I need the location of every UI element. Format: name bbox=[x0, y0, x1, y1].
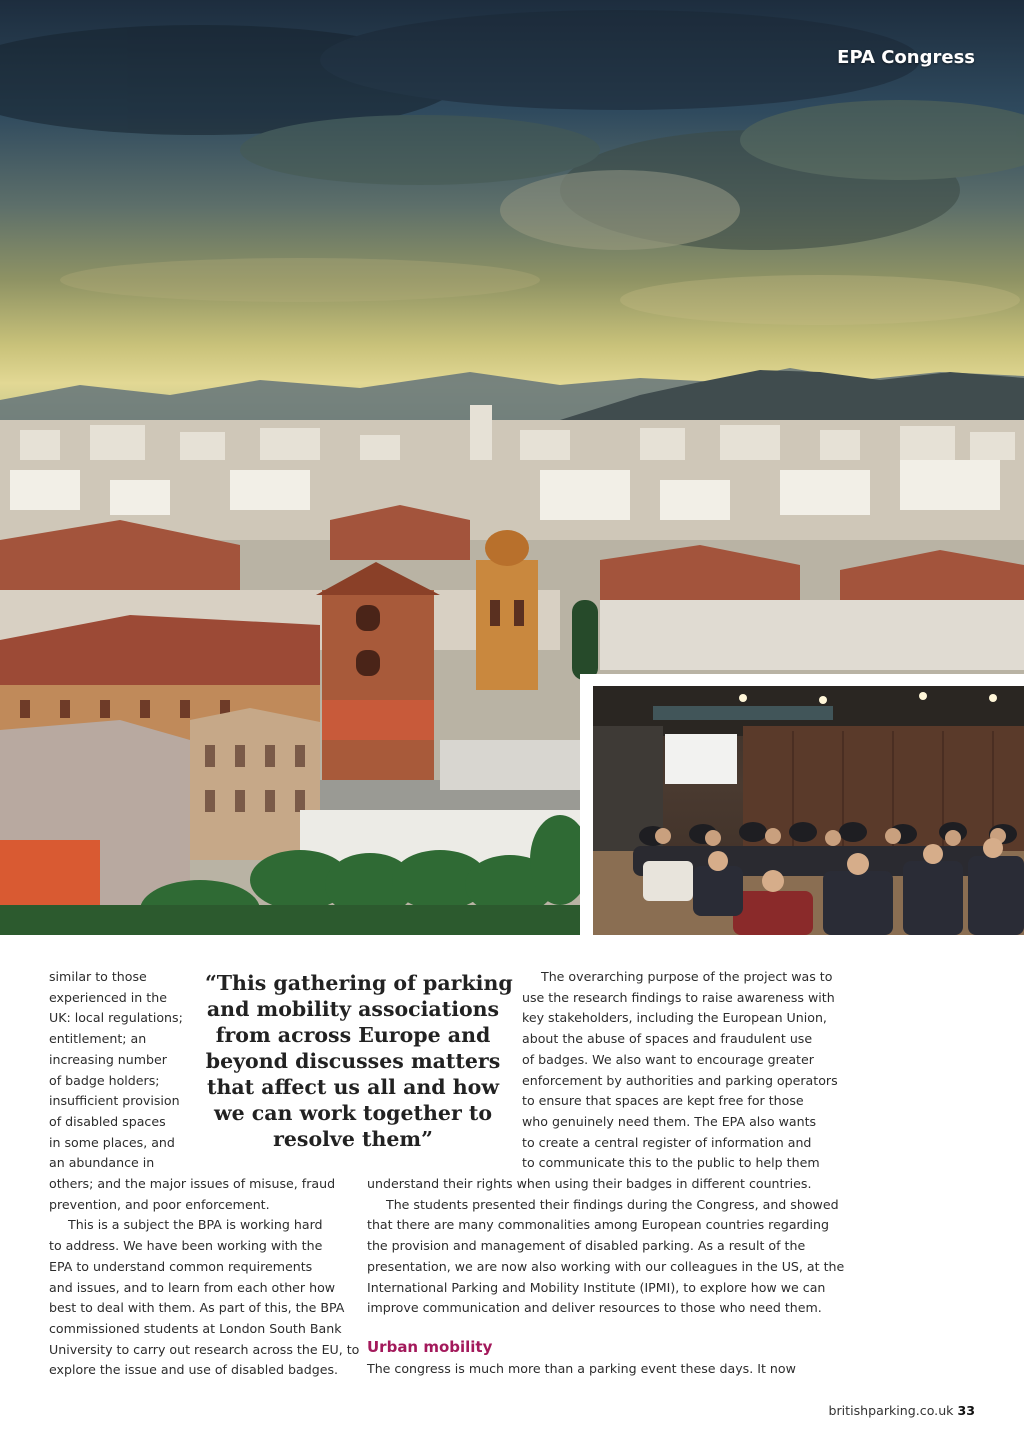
text-line: to address. We have been working with the bbox=[49, 1238, 323, 1254]
pull-quote-line: and mobility associations bbox=[206, 997, 500, 1021]
final-line bbox=[367, 1359, 796, 1380]
text-line: EPA to understand common requirements bbox=[49, 1258, 313, 1274]
text-line: of disabled spaces bbox=[49, 1113, 166, 1129]
inset-photo-frame bbox=[580, 674, 1024, 936]
text-line: the provision and management of disabled parking. As a result of the bbox=[367, 1238, 806, 1254]
page-number: 33 bbox=[957, 1403, 975, 1418]
text-line: to ensure that spaces are kept free for those bbox=[522, 1093, 804, 1109]
text-line: The congress is much more than a parking event these days. It now bbox=[367, 1361, 796, 1376]
text-line: enforcement by authorities and parking operators bbox=[522, 1072, 838, 1088]
subheading-urban-mobility: Urban mobility bbox=[367, 1338, 493, 1356]
text-line: International Parking and Mobility Institute (IPMI), to explore how we can bbox=[367, 1279, 826, 1295]
pull-quote-line: that affect us all and how bbox=[207, 1075, 499, 1099]
middle-column-bottom bbox=[367, 1174, 844, 1319]
section-label: EPA Congress bbox=[837, 47, 975, 68]
inset-photo bbox=[593, 686, 1024, 935]
right-column-top bbox=[522, 967, 838, 1174]
pull-quote-line: we can work together to bbox=[213, 1101, 493, 1125]
text-line: entitlement; an bbox=[49, 1031, 147, 1047]
text-line: that there are many commonalities among European countries regarding bbox=[367, 1217, 829, 1233]
text-line: insufficient provision bbox=[49, 1093, 180, 1109]
pull-quote bbox=[205, 970, 513, 1152]
text-line: of badge holders; bbox=[49, 1072, 160, 1088]
text-line: increasing number bbox=[49, 1051, 167, 1067]
text-line: to communicate this to the public to help them bbox=[522, 1155, 820, 1171]
text-line: an abundance in bbox=[49, 1155, 155, 1171]
text-line: presentation, we are now also working with our colleagues in the US, at the bbox=[367, 1258, 845, 1274]
text-line: The overarching purpose of the project was to bbox=[541, 969, 833, 984]
text-line: understand their rights when using their badges in different countries. bbox=[367, 1176, 812, 1191]
footer-site: britishparking.co.uk bbox=[828, 1403, 954, 1418]
left-column-bottom bbox=[49, 1174, 359, 1381]
text-line: key stakeholders, including the European Union, bbox=[522, 1010, 827, 1026]
pull-quote-line: “This gathering of parking bbox=[205, 971, 513, 995]
text-line: experienced in the bbox=[49, 989, 167, 1005]
pull-quote-line: beyond discusses matters bbox=[205, 1049, 501, 1073]
text-line: who genuinely need them. The EPA also wants bbox=[522, 1113, 817, 1129]
text-line: The students presented their findings during the Congress, and showed bbox=[386, 1196, 839, 1212]
text-line: similar to those bbox=[49, 969, 147, 984]
text-line: explore the issue and use of disabled badges. bbox=[49, 1362, 339, 1378]
pull-quote-line: from across Europe and bbox=[215, 1023, 491, 1047]
pull-quote-line: resolve them” bbox=[273, 1127, 433, 1151]
text-line: commissioned students at London South Bank bbox=[49, 1320, 342, 1336]
page-footer bbox=[828, 1403, 975, 1418]
text-line: best to deal with them. As part of this, the BPA bbox=[49, 1300, 345, 1316]
text-line: University to carry out research across the EU, to bbox=[49, 1341, 360, 1357]
text-line: of badges. We also want to encourage greater bbox=[522, 1051, 814, 1067]
text-line: others; and the major issues of misuse, fraud bbox=[49, 1176, 336, 1191]
text-line: about the abuse of spaces and fraudulent use bbox=[522, 1031, 813, 1047]
left-column-top bbox=[49, 967, 183, 1174]
text-line: in some places, and bbox=[49, 1134, 175, 1150]
text-line: This is a subject the BPA is working hard bbox=[68, 1217, 323, 1233]
conference-audience-photo-icon bbox=[593, 686, 1024, 935]
text-line: to create a central register of information and bbox=[522, 1134, 812, 1150]
text-line: prevention, and poor enforcement. bbox=[49, 1196, 270, 1212]
text-line: and issues, and to learn from each other how bbox=[49, 1279, 336, 1295]
text-line: UK: local regulations; bbox=[49, 1010, 183, 1026]
text-line: improve communication and deliver resources to those who need them. bbox=[367, 1300, 822, 1316]
text-line: use the research findings to raise awareness with bbox=[522, 989, 835, 1005]
